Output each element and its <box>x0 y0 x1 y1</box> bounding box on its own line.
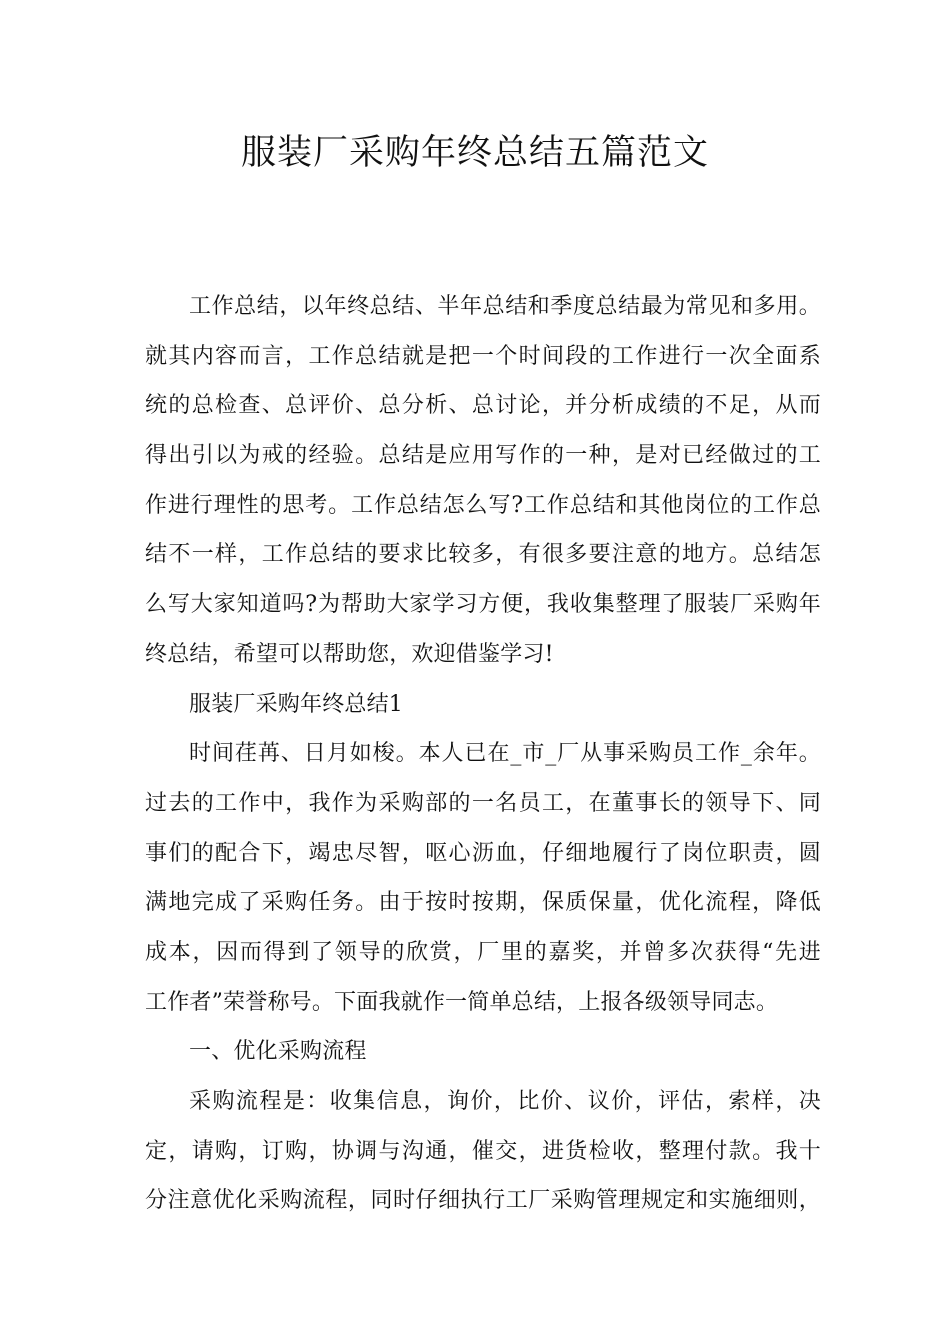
text-line: 作进行理性的思考。工作总结怎么写?工作总结和其他岗位的工作总 <box>145 492 821 518</box>
document-body <box>145 282 821 1226</box>
text-line: 就其内容而言，工作总结就是把一个时间段的工作进行一次全面系 <box>145 343 821 369</box>
text-line: 结不一样，工作总结的要求比较多，有很多要注意的地方。总结怎 <box>145 542 821 568</box>
text-line: 得出引以为戒的经验。总结是应用写作的一种，是对已经做过的工 <box>145 443 821 469</box>
text-line: 终总结，希望可以帮助您，欢迎借鉴学习! <box>145 641 554 667</box>
text-line: 采购流程是：收集信息，询价，比价、议价，评估，索样，决 <box>189 1089 821 1114</box>
document-title: 服装厂采购年终总结五篇范文 <box>240 133 709 173</box>
text-line: 定，请购，订购，协调与沟通，催交，进货检收，整理付款。我十 <box>145 1138 821 1164</box>
text-line: 么写大家知道吗?为帮助大家学习方便，我收集整理了服装厂采购年 <box>145 592 821 618</box>
text-line: 成本，因而得到了领导的欣赏，厂里的嘉奖，并曾多次获得“先进 <box>145 939 821 965</box>
text-line: 时间荏苒、日月如梭。本人已在_市_厂从事采购员工作_余年。 <box>189 741 821 767</box>
text-line: 分注意优化采购流程，同时仔细执行工厂采购管理规定和实施细则， <box>145 1188 821 1214</box>
text-line: 工作者”荣誉称号。下面我就作一简单总结，上报各级领导同志。 <box>145 989 779 1015</box>
text-line: 工作总结，以年终总结、半年总结和季度总结最为常见和多用。 <box>189 294 821 319</box>
text-line: 一、优化采购流程 <box>189 1039 367 1065</box>
text-line: 过去的工作中，我作为采购部的一名员工，在董事长的领导下、同 <box>145 790 821 816</box>
text-line: 服装厂采购年终总结1 <box>189 691 403 717</box>
text-line: 满地完成了采购任务。由于按时按期，保质保量，优化流程，降低 <box>145 890 821 916</box>
text-line: 统的总检查、总评价、总分析、总讨论，并分析成绩的不足，从而 <box>145 393 821 419</box>
text-line: 事们的配合下，竭忠尽智，呕心沥血，仔细地履行了岗位职责，圆 <box>145 840 821 866</box>
